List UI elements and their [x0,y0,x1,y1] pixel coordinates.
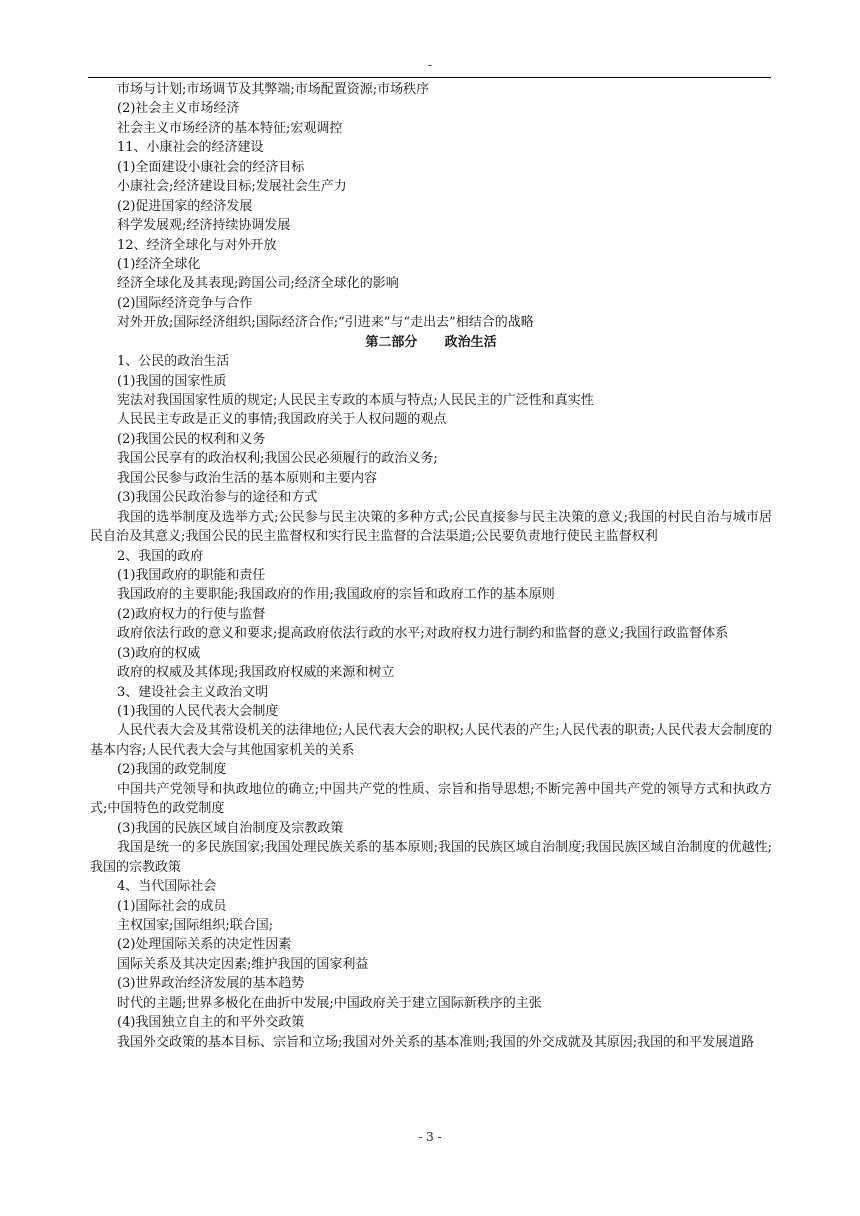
header-rule [88,77,771,78]
paragraph: 中国共产党领导和执政地位的确立;中国共产党的性质、宗旨和指导思想;不断完善中国共产党的领导方式和执政方式;中国特色的政党制度 [90,781,772,817]
page-header-mark: - [427,58,433,72]
text-line: (1)我国政府的职能和责任 [117,567,266,583]
paragraph: 人民代表大会及其常设机关的法律地位;人民代表大会的职权;人民代表的产生;人民代表的职责;人民代表大会制度的基本内容;人民代表大会与其他国家机关的关系 [90,723,772,758]
text-line: (2)政府权力的行使与监督 [117,606,266,622]
text-line: 我国公民参与政治生活的基本原则和主要内容 [117,470,378,486]
text-line: 对外开放;国际经济组织;国际经济合作;“引进来”与“走出去”相结合的战略 [117,315,534,331]
text-line: 1、公民的政治生活 [117,354,230,370]
text-line: 政府的权威及其体现;我国政府权威的来源和树立 [117,665,395,681]
section-heading: 第二部分 政治生活 [365,334,497,350]
text-line: 4、当代国际社会 [117,879,217,895]
text-line: (2)社会主义市场经济 [117,101,240,117]
text-line: (1)我国的国家性质 [117,373,227,389]
text-line: 宪法对我国国家性质的规定;人民民主专政的本质与特点;人民民主的广泛性和真实性 [117,393,594,408]
text-line: (1)经济全球化 [117,256,201,272]
text-line: (2)我国的政党制度 [117,762,227,778]
text-line: (2)国际经济竞争与合作 [117,295,253,311]
text-line: 经济全球化及其表现;跨国公司;经济全球化的影响 [117,276,399,292]
paragraph: 我国是统一的多民族国家;我国处理民族关系的基本原则;我国的民族区域自治制度;我国民族区域自治制度的优越性;我国的宗教政策 [90,840,772,875]
text-line: (2)处理国际关系的决定性因素 [117,937,292,953]
text-line: (1)我国的人民代表大会制度 [117,704,279,720]
text-line: (1)国际社会的成员 [117,898,227,914]
text-line: 时代的主题;世界多极化在曲折中发展;中国政府关于建立国际新秩序的主张 [117,995,542,1011]
text-line: 社会主义市场经济的基本特征;宏观调控 [117,120,343,136]
text-line: 2、我国的政府 [117,548,204,564]
document-body [90,80,772,1052]
text-line: 11、小康社会的经济建设 [117,140,264,156]
paragraph: 政府依法行政的意义和要求;提高政府依法行政的水平;对政府权力进行制约和监督的意义;我国行政监督体系 [117,626,729,642]
text-line: 国际关系及其决定因素;维护我国的国家利益 [117,956,369,972]
text-line: 我国公民享有的政治权利;我国公民必须履行的政治义务; [117,451,438,467]
page-number: - 3 - [418,1130,442,1144]
text-line: 人民民主专政是正义的事情;我国政府关于人权问题的观点 [117,412,447,428]
text-line: 12、经济全球化与对外开放 [117,237,277,253]
paragraph: 我国的选举制度及选举方式;公民参与民主决策的多种方式;公民直接参与民主决策的意义;我国的村民自治与城市居民自治及其意义;我国公民的民主监督权和实行民主监督的合法渠道;公民要负责地行使民主监督权利 [90,509,772,545]
text-line: (1)全面建设小康社会的经济目标 [117,159,305,175]
paragraph: 我国外交政策的基本目标、宗旨和立场;我国对外关系的基本准则;我国的外交成就及其原因;我国的和平发展道路 [117,1034,755,1050]
text-line: (3)世界政治经济发展的基本趋势 [117,976,305,992]
text-line: (3)我国公民政治参与的途径和方式 [117,490,318,506]
text-line: 3、建设社会主义政治文明 [117,684,269,700]
text-line: (3)政府的权威 [117,645,201,661]
text-line: 小康社会;经济建设目标;发展社会生产力 [117,179,347,195]
text-line: 科学发展观;经济持续协调发展 [117,218,291,234]
text-line: (2)促进国家的经济发展 [117,198,253,214]
text-line: 市场与计划;市场调节及其弊端;市场配置资源;市场秩序 [117,82,430,97]
text-line: (3)我国的民族区域自治制度及宗教政策 [117,820,344,836]
text-line: (4)我国独立自主的和平外交政策 [117,1015,305,1031]
text-line: (2)我国公民的权利和义务 [117,431,266,447]
text-line: 我国政府的主要职能;我国政府的作用;我国政府的宗旨和政府工作的基本原则 [117,587,555,603]
text-line: 主权国家;国际组织;联合国; [117,917,274,933]
